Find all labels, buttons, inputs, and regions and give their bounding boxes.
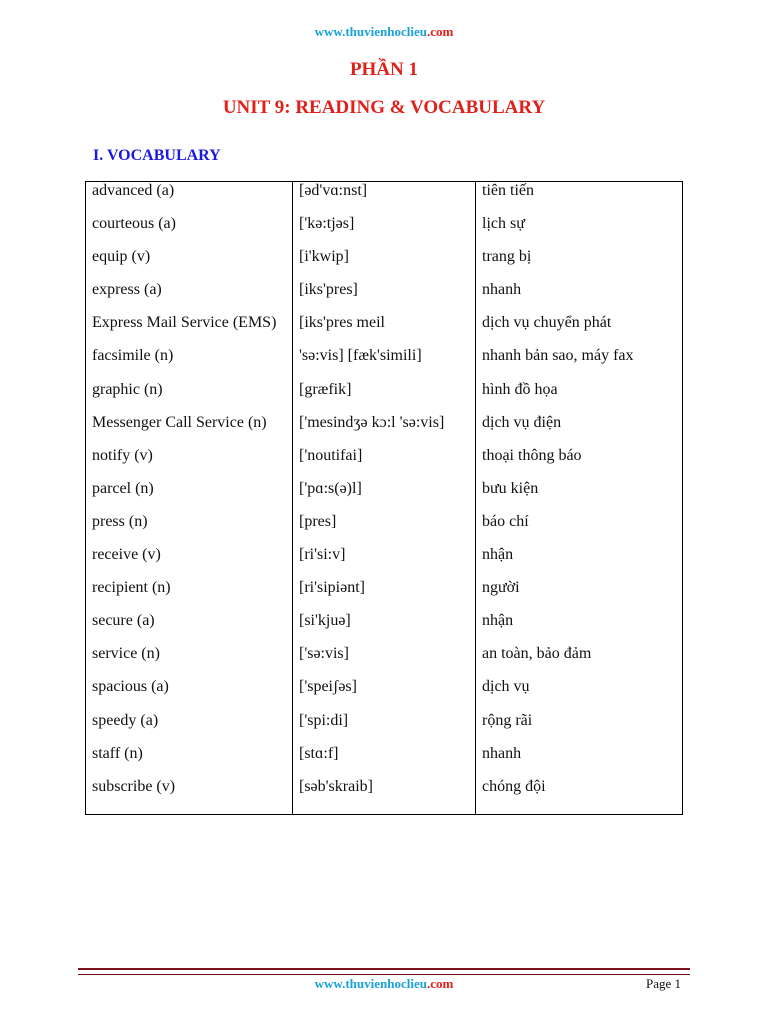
table-row xyxy=(86,281,683,314)
vocab-word: speedy (a) xyxy=(86,712,293,745)
vocab-meaning: nhận xyxy=(476,546,683,579)
vocab-meaning: an toàn, bảo đảm xyxy=(476,645,683,678)
vocab-pronunciation: ['kə:tjəs] xyxy=(293,215,476,248)
vocab-meaning: dịch vụ xyxy=(476,678,683,711)
vocab-word: service (n) xyxy=(86,645,293,678)
vocab-meaning: người xyxy=(476,579,683,612)
vocab-meaning: nhanh bản sao, máy fax xyxy=(476,347,683,380)
vocab-word: graphic (n) xyxy=(86,381,293,414)
vocab-pronunciation: ['pɑ:s(ə)l] xyxy=(293,480,476,513)
vocab-meaning: nhanh xyxy=(476,745,683,778)
vocab-meaning: chóng đội xyxy=(476,778,683,815)
part-title: PHẦN 1 xyxy=(349,59,419,80)
vocab-pronunciation: [ri'si:v] xyxy=(293,546,476,579)
vocab-word: parcel (n) xyxy=(86,480,293,513)
unit-title: UNIT 9: READING & VOCABULARY xyxy=(222,97,546,118)
vocab-word: courteous (a) xyxy=(86,215,293,248)
table-row xyxy=(86,248,683,281)
vocab-pronunciation: ['noutifai] xyxy=(293,447,476,480)
vocabulary-table-body xyxy=(86,182,683,815)
vocab-pronunciation: ['spi:di] xyxy=(293,712,476,745)
table-row xyxy=(86,579,683,612)
vocab-meaning: dịch vụ điện xyxy=(476,414,683,447)
vocab-meaning: báo chí xyxy=(476,513,683,546)
vocab-word: Express Mail Service (EMS) xyxy=(86,314,293,347)
vocab-pronunciation: [əd'vɑ:nst] xyxy=(293,182,476,216)
vocab-word: subscribe (v) xyxy=(86,778,293,815)
vocab-pronunciation: ['speiʃəs] xyxy=(293,678,476,711)
vocab-word: staff (n) xyxy=(86,745,293,778)
table-row xyxy=(86,612,683,645)
vocab-pronunciation: 'sə:vis] [fæk'simili] xyxy=(293,347,476,380)
vocab-word: press (n) xyxy=(86,513,293,546)
vocab-meaning: hình đồ họa xyxy=(476,381,683,414)
vocab-word: advanced (a) xyxy=(86,182,293,216)
header-website-link[interactable] xyxy=(0,24,768,40)
vocab-word: recipient (n) xyxy=(86,579,293,612)
table-row xyxy=(86,778,683,815)
vocab-pronunciation: [iks'pres meil xyxy=(293,314,476,347)
table-row xyxy=(86,215,683,248)
vocab-meaning: nhanh xyxy=(476,281,683,314)
vocab-meaning: trang bị xyxy=(476,248,683,281)
vocab-meaning: nhận xyxy=(476,612,683,645)
table-row xyxy=(86,645,683,678)
table-row xyxy=(86,480,683,513)
vocab-meaning: tiên tiến xyxy=(476,182,683,216)
vocab-word: equip (v) xyxy=(86,248,293,281)
vocab-word: express (a) xyxy=(86,281,293,314)
vocab-meaning: bưu kiện xyxy=(476,480,683,513)
vocab-pronunciation: [səb'skraib] xyxy=(293,778,476,815)
vocab-meaning: rộng rãi xyxy=(476,712,683,745)
table-row xyxy=(86,314,683,347)
vocab-meaning: lịch sự xyxy=(476,215,683,248)
vocab-pronunciation: [pres] xyxy=(293,513,476,546)
vocab-pronunciation: ['mesindʒə kɔ:l 'sə:vis] xyxy=(293,414,476,447)
table-row xyxy=(86,182,683,216)
vocab-pronunciation: [si'kjuə] xyxy=(293,612,476,645)
table-row xyxy=(86,546,683,579)
vocab-pronunciation: [iks'pres] xyxy=(293,281,476,314)
footer-site-name: www.thuvienhoclieu xyxy=(314,976,427,991)
table-row xyxy=(86,447,683,480)
vocab-meaning: dịch vụ chuyển phát xyxy=(476,314,683,347)
table-row xyxy=(86,414,683,447)
vocab-pronunciation: [ri'sipiənt] xyxy=(293,579,476,612)
vocab-pronunciation: [græfik] xyxy=(293,381,476,414)
vocab-meaning: thoại thông báo xyxy=(476,447,683,480)
table-row xyxy=(86,745,683,778)
table-row xyxy=(86,381,683,414)
vocab-word: receive (v) xyxy=(86,546,293,579)
vocab-word: secure (a) xyxy=(86,612,293,645)
vocab-pronunciation: ['sə:vis] xyxy=(293,645,476,678)
vocabulary-table xyxy=(85,181,683,815)
header-site-name: www.thuvienhoclieu xyxy=(314,24,427,39)
vocab-pronunciation: [stɑ:f] xyxy=(293,745,476,778)
vocab-word: facsimile (n) xyxy=(86,347,293,380)
footer-divider xyxy=(78,968,690,975)
vocab-word: Messenger Call Service (n) xyxy=(86,414,293,447)
header-site-domain: .com xyxy=(426,24,454,39)
table-row xyxy=(86,347,683,380)
vocab-word: notify (v) xyxy=(86,447,293,480)
table-row xyxy=(86,712,683,745)
footer-site-domain: .com xyxy=(426,976,454,991)
vocab-pronunciation: [i'kwip] xyxy=(293,248,476,281)
page-number: Page 1 xyxy=(645,976,681,991)
section-heading: I. VOCABULARY xyxy=(93,147,221,164)
table-row xyxy=(86,678,683,711)
table-row xyxy=(86,513,683,546)
vocab-word: spacious (a) xyxy=(86,678,293,711)
